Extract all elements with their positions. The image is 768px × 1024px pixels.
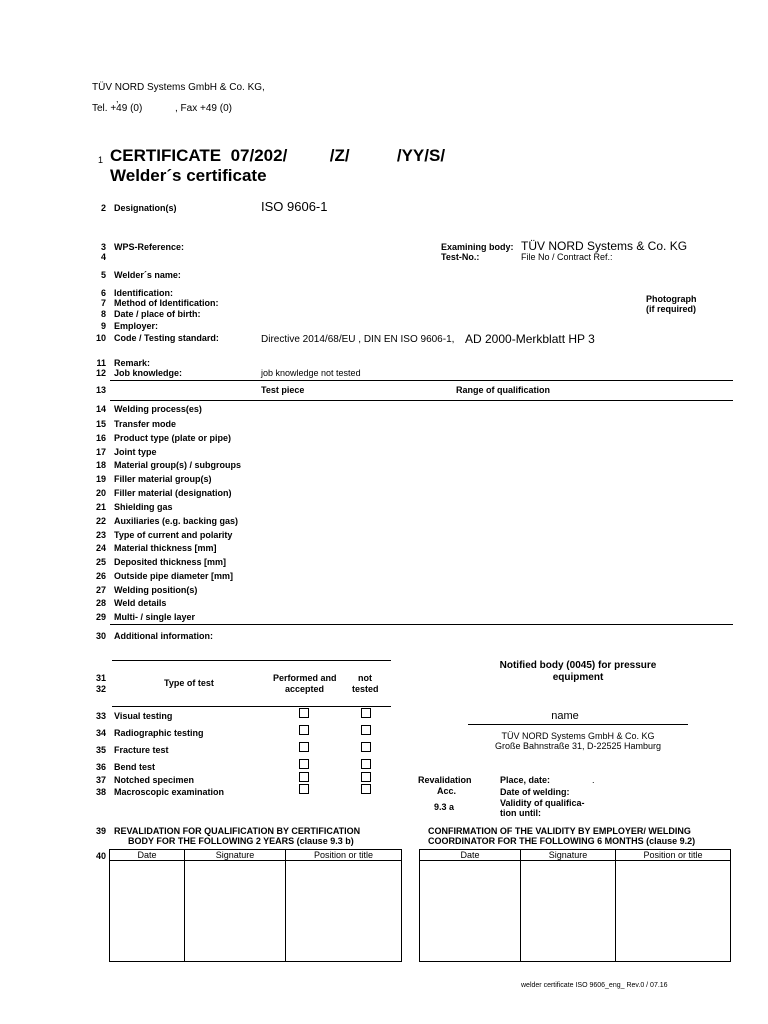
row-label-25: Deposited thickness [mm] <box>114 557 227 567</box>
date-column-header: Date <box>110 850 185 861</box>
revalidation-label: Revalidation <box>418 775 472 785</box>
revalidation-section-title-2: BODY FOR THE FOLLOWING 2 YEARS (clause 9.3 b) <box>128 836 354 846</box>
revalidation-clause: 9.3 a <box>434 802 455 812</box>
tel-line: Tel. +49 (0) <box>92 103 143 114</box>
performed-accepted-checkbox[interactable] <box>299 742 309 752</box>
row-label-29: Multi- / single layer <box>114 612 196 622</box>
test-label: Radiographic testing <box>114 728 204 738</box>
row-number-24: 24 <box>95 543 106 553</box>
row-number-1: 1 <box>98 155 104 165</box>
row-number-12: 12 <box>95 368 106 378</box>
tested-header: tested <box>352 684 379 694</box>
row-number-32: 32 <box>95 684 106 694</box>
date-of-welding-label: Date of welding: <box>500 787 570 797</box>
range-header: Range of qualification <box>456 385 551 395</box>
validity-label-2: tion until: <box>500 808 541 818</box>
not-tested-checkbox[interactable] <box>361 742 371 752</box>
row-label-30: Additional information: <box>114 631 213 641</box>
row-number-29: 29 <box>95 612 106 622</box>
performed-accepted-checkbox[interactable] <box>299 708 309 718</box>
row-number-7: 7 <box>100 298 106 308</box>
designation-value: ISO 9606-1 <box>261 199 328 214</box>
row-label-24: Material thickness [mm] <box>114 543 217 553</box>
code-value-a: Directive 2014/68/EU , DIN EN ISO 9606-1, <box>261 334 455 345</box>
row-number-3: 3 <box>100 242 106 252</box>
row-number-6: 6 <box>100 288 106 298</box>
certificate-subtitle: Welder´s certificate <box>110 166 267 185</box>
row-number-30: 30 <box>95 631 106 641</box>
confirmation-section-title-2: COORDINATOR FOR THE FOLLOWING 6 MONTHS (clause 9.2) <box>428 836 696 846</box>
row-label-26: Outside pipe diameter [mm] <box>114 571 234 581</box>
row-number-8: 8 <box>100 309 106 319</box>
place-date-label: Place, date: <box>500 775 551 785</box>
certificate-title: CERTIFICATE 07/202/ /Z/ /YY/S/ <box>110 146 446 165</box>
row-label-21: Shielding gas <box>114 502 173 512</box>
row-label-17: Joint type <box>114 447 157 457</box>
performed-accepted-checkbox[interactable] <box>299 784 309 794</box>
revalidation-signature-table <box>109 849 402 962</box>
date-column-header: Date <box>420 850 521 861</box>
row-label-9: Employer: <box>114 321 159 331</box>
signature-column-header: Signature <box>521 850 616 861</box>
examining-body-label: Examining body: <box>441 242 514 252</box>
row-number-10: 10 <box>95 333 106 343</box>
confirmation-signature-table <box>419 849 731 962</box>
place-date-dot: . <box>592 775 595 785</box>
divider <box>110 624 733 625</box>
code-value-b: AD 2000-Merkblatt HP 3 <box>465 332 595 346</box>
position-column-header: Position or title <box>286 850 402 861</box>
row-label-18: Material group(s) / subgroups <box>114 460 242 470</box>
test-label: Visual testing <box>114 711 173 721</box>
row-number-18: 18 <box>95 460 106 470</box>
row-label-14: Welding process(es) <box>114 404 202 414</box>
row-number-15: 15 <box>95 419 106 429</box>
accepted-header: accepted <box>285 684 325 694</box>
row-number-19: 19 <box>95 474 106 484</box>
row-number-33: 33 <box>95 711 106 721</box>
not-tested-checkbox[interactable] <box>361 759 371 769</box>
row-number-17: 17 <box>95 447 106 457</box>
type-of-test-header: Type of test <box>164 678 214 688</box>
not-header: not <box>358 673 372 683</box>
row-number-25: 25 <box>95 557 106 567</box>
test-no-value: File No / Contract Ref.: <box>521 252 613 262</box>
date-cell[interactable] <box>110 861 185 962</box>
signature-column-header: Signature <box>185 850 286 861</box>
divider <box>112 706 391 707</box>
row-label-10: Code / Testing standard: <box>114 333 219 343</box>
notified-body-title-2: equipment <box>552 672 604 683</box>
confirmation-section-title: CONFIRMATION OF THE VALIDITY BY EMPLOYER/ WELDING <box>428 826 691 836</box>
row-number-38: 38 <box>95 787 106 797</box>
row-number-20: 20 <box>95 488 106 498</box>
performed-accepted-checkbox[interactable] <box>299 772 309 782</box>
test-piece-header: Test piece <box>261 385 305 395</box>
row-label-5: Welder´s name: <box>114 270 181 280</box>
row-number-4: 4 <box>100 252 106 262</box>
validity-label: Validity of qualifica- <box>500 798 585 808</box>
performed-accepted-checkbox[interactable] <box>299 725 309 735</box>
row-number-26: 26 <box>95 571 106 581</box>
company-line: TÜV NORD Systems GmbH & Co. KG, <box>92 82 265 93</box>
performed-header: Performed and <box>273 673 337 683</box>
fax-line: , Fax +49 (0) <box>175 103 232 114</box>
test-label: Fracture test <box>114 745 169 755</box>
divider <box>110 380 733 381</box>
footer-note: welder certificate ISO 9606_eng_ Rev.0 / 07.16 <box>521 982 668 989</box>
not-tested-checkbox[interactable] <box>361 772 371 782</box>
notified-body-address-2: Große Bahnstraße 31, D-22525 Hamburg <box>494 741 662 751</box>
row-label-27: Welding position(s) <box>114 585 198 595</box>
row-number-22: 22 <box>95 516 106 526</box>
row-number-14: 14 <box>95 404 106 414</box>
photograph-label: Photograph <box>646 294 697 304</box>
row-label-20: Filler material (designation) <box>114 488 232 498</box>
comma-mark: , <box>116 94 119 104</box>
row-label-8: Date / place of birth: <box>114 309 201 319</box>
row-number-21: 21 <box>95 502 106 512</box>
row-number-39: 39 <box>95 826 106 836</box>
revalidation-acc: Acc. <box>437 786 457 796</box>
position-column-header: Position or title <box>616 850 731 861</box>
notified-body-title: Notified body (0045) for pressure <box>499 660 657 671</box>
row-label-19: Filler material group(s) <box>114 474 212 484</box>
row-number-28: 28 <box>95 598 106 608</box>
signature-cell[interactable] <box>185 861 286 962</box>
test-label: Notched specimen <box>114 775 195 785</box>
photograph-hint: (if required) <box>646 304 697 314</box>
row-number-35: 35 <box>95 745 106 755</box>
row-number-31: 31 <box>95 673 106 683</box>
examining-body-value: TÜV NORD Systems & Co. KG <box>521 239 688 253</box>
row-number-9: 9 <box>100 321 106 331</box>
row-label-3: WPS-Reference: <box>114 242 185 252</box>
not-tested-checkbox[interactable] <box>361 784 371 794</box>
divider <box>468 724 688 725</box>
row-number-5: 5 <box>100 270 106 280</box>
row-label-22: Auxiliaries (e.g. backing gas) <box>114 516 239 526</box>
row-number-40: 40 <box>95 851 106 861</box>
position-cell[interactable] <box>616 861 731 962</box>
row-label-11: Remark: <box>114 358 151 368</box>
date-cell[interactable] <box>420 861 521 962</box>
row-number-23: 23 <box>95 530 106 540</box>
row-number-16: 16 <box>95 433 106 443</box>
row-number-13: 13 <box>95 385 106 395</box>
signature-cell[interactable] <box>521 861 616 962</box>
row-label-28: Weld details <box>114 598 167 608</box>
divider <box>110 400 733 401</box>
job-knowledge-value: job knowledge not tested <box>261 368 361 378</box>
test-label: Bend test <box>114 762 156 772</box>
row-number-36: 36 <box>95 762 106 772</box>
row-number-37: 37 <box>95 775 106 785</box>
position-cell[interactable] <box>286 861 402 962</box>
row-label-16: Product type (plate or pipe) <box>114 433 232 443</box>
row-label-12: Job knowledge: <box>114 368 183 378</box>
row-label-7: Method of Identification: <box>114 298 219 308</box>
test-label: Macroscopic examination <box>114 787 225 797</box>
row-label-15: Transfer mode <box>114 419 177 429</box>
row-label-23: Type of current and polarity <box>114 530 233 540</box>
notified-body-name: name <box>551 710 579 722</box>
revalidation-section-title: REVALIDATION FOR QUALIFICATION BY CERTIFICATION <box>114 826 361 836</box>
performed-accepted-checkbox[interactable] <box>299 759 309 769</box>
row-number-2: 2 <box>100 203 106 213</box>
not-tested-checkbox[interactable] <box>361 725 371 735</box>
row-label-2: Designation(s) <box>114 203 177 213</box>
not-tested-checkbox[interactable] <box>361 708 371 718</box>
row-number-11: 11 <box>96 358 106 368</box>
notified-body-address-1: TÜV NORD Systems GmbH & Co. KG <box>501 731 655 741</box>
row-label-6: Identification: <box>114 288 173 298</box>
divider <box>112 660 391 661</box>
row-number-34: 34 <box>95 728 106 738</box>
row-number-27: 27 <box>95 585 106 595</box>
test-no-label: Test-No.: <box>441 252 480 262</box>
